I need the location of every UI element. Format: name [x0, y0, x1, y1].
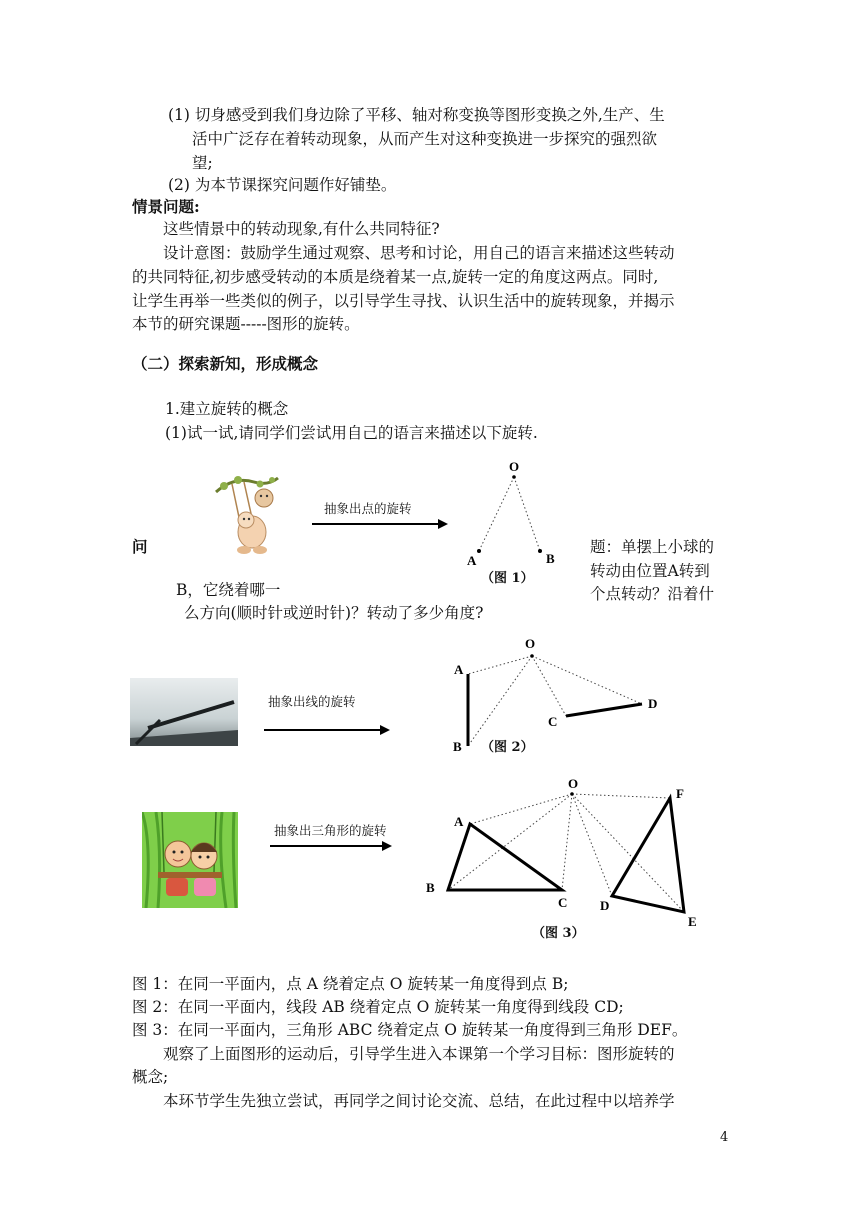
- fig1-caption: （图 1）: [481, 571, 534, 586]
- fig1-point-o: [512, 475, 516, 479]
- fig1-label-o: O: [509, 459, 520, 474]
- question-right-line-3: 个点转动？沿着什: [590, 585, 715, 603]
- design-intent-line-1: 设计意图：鼓励学生通过观察、思考和讨论，用自己的语言来描述这些转动: [163, 244, 675, 262]
- fig3-triangle-rotation-diagram: [420, 772, 710, 932]
- fig3-label-c: C: [558, 895, 568, 910]
- fig1-label-b: B: [546, 551, 555, 566]
- fig3-label-d: D: [600, 898, 610, 913]
- fig3-caption: （图 3）: [532, 926, 585, 941]
- design-intent-line-2: 的共同特征,初步感受转动的本质是绕着某一点,旋转一定的角度这两点。同时,: [132, 268, 659, 286]
- fig1-ob-line: [514, 477, 540, 551]
- fig3-label-a: A: [454, 814, 464, 829]
- kids-on-swing-cartoon-image: [142, 812, 238, 908]
- fig3-triangle-abc: [448, 824, 562, 890]
- design-intent-line-4: 本节的研究课题-----图形的旋转。: [132, 315, 360, 333]
- question-last-line: 么方向(顺时针或逆时针)？转动了多少角度?: [184, 604, 484, 622]
- question-left-char: 问: [132, 537, 148, 556]
- section-heading: （二）探索新知，形成概念: [132, 354, 319, 373]
- description-fig2: 图 2：在同一平面内，线段 AB 绕着定点 O 旋转某一角度得到线段 CD;: [132, 998, 624, 1016]
- fig3-label-e: E: [688, 914, 697, 929]
- fig3-label-f: F: [676, 786, 684, 801]
- try-text: (1)试一试,请同学们尝试用自己的语言来描述以下旋转.: [165, 424, 538, 442]
- fig2-label-b: B: [453, 739, 462, 754]
- windshield-wiper-photo: [130, 678, 238, 746]
- fig2-segment-cd: [566, 704, 642, 716]
- observe-line-1: 观察了上面图形的运动后，引导学生进入本课第一个学习目标：图形旋转的: [163, 1045, 675, 1063]
- goal-1-line-1: (1) 切身感受到我们身边除了平移、轴对称变换等图形变换之外,生产、生: [168, 106, 665, 124]
- description-fig1: 图 1：在同一平面内，点 A 绕着定点 O 旋转某一角度得到点 B;: [132, 975, 569, 993]
- description-fig3: 图 3：在同一平面内，三角形 ABC 绕着定点 O 旋转某一角度得到三角形 DEF。: [132, 1021, 688, 1039]
- fig3-arrow-label: 抽象出三角形的旋转: [274, 823, 387, 838]
- fig2-caption: （图 2）: [481, 740, 534, 755]
- goal-1-line-3: 望;: [192, 154, 213, 172]
- fig3-triangle-def: [612, 798, 684, 912]
- concept-title: 1.建立旋转的概念: [165, 400, 289, 418]
- fig1-oa-line: [479, 477, 514, 551]
- fig2-label-c: C: [548, 714, 558, 729]
- fig1-point-b: [538, 549, 542, 553]
- fig2-label-o: O: [525, 636, 536, 651]
- question-right-line-2: 转动由位置A转到: [590, 562, 710, 580]
- observe-line-2: 概念;: [132, 1068, 169, 1086]
- fig2-segment-rotation-diagram: [440, 630, 680, 760]
- scene-heading: 情景问题:: [132, 197, 200, 216]
- page-number: 4: [720, 1130, 729, 1145]
- fig1-arrow-label: 抽象出点的旋转: [324, 501, 412, 516]
- fig1-point-rotation-diagram: [455, 455, 575, 585]
- scene-question: 这些情景中的转动现象,有什么共同特征?: [163, 220, 440, 238]
- fig2-arrow-label: 抽象出线的旋转: [268, 694, 356, 709]
- question-right-line-1: 题：单摆上小球的: [590, 538, 715, 556]
- closing-line: 本环节学生先独立尝试，再同学之间讨论交流、总结，在此过程中以培养学: [163, 1092, 675, 1110]
- fig1-point-a: [477, 549, 481, 553]
- fig3-label-b: B: [426, 880, 435, 895]
- design-intent-line-3: 让学生再举一些类似的例子，以引导学生寻找、认识生活中的旋转现象，并揭示: [132, 292, 675, 310]
- goal-2: (2) 为本节课探究问题作好铺垫。: [168, 176, 397, 194]
- fig2-label-d: D: [648, 696, 658, 711]
- fig3-label-o: O: [568, 776, 579, 791]
- fig2-label-a: A: [454, 662, 464, 677]
- fig1-label-a: A: [467, 553, 477, 568]
- pendulum-swing-cartoon-image: [214, 472, 280, 556]
- goal-1-line-2: 活中广泛存在着转动现象，从而产生对这种变换进一步探究的强烈欲: [192, 130, 658, 148]
- question-mid-line: B，它绕着哪一: [176, 581, 281, 599]
